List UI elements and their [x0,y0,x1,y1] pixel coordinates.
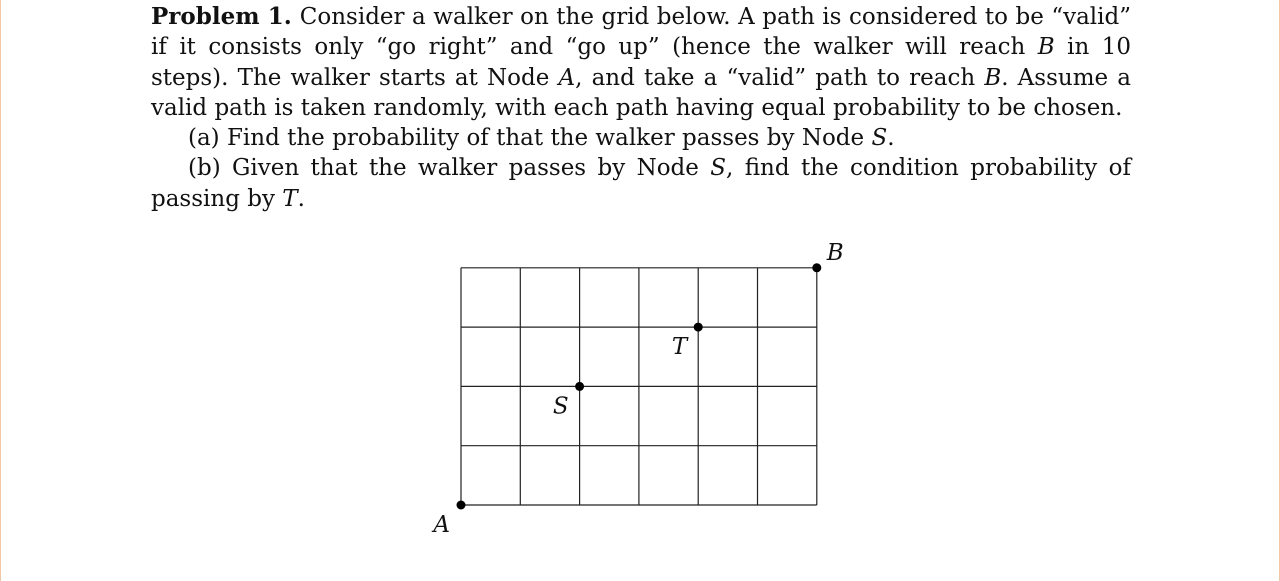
node-s-label: S [552,393,569,420]
grid-nodes [431,240,843,538]
part-a-text: . [887,125,895,152]
node-b-dot [812,263,821,272]
part-b-text: , find the condition probability of passing by [151,155,1131,212]
node-a-label: A [433,512,450,538]
part-b-text: . [297,185,305,212]
grid-lines [461,268,817,505]
math-symbol-b: B [1037,34,1055,61]
math-symbol-t: T [282,185,298,212]
statement-text: in 10 steps). The walker starts at Node [151,34,1131,91]
part-a-text: (a) Find the probability of that the walker passes by Node [188,125,872,152]
math-symbol-s: S [871,125,888,152]
statement-text: , and take a “valid” path to reach [575,64,985,91]
part-b-text: (b) Given that the walker passes by Node [188,155,711,182]
problem-heading: Problem 1. [151,3,292,30]
statement-text: Consider a walker on the grid below. A path is considered to be “valid” if it consists only “go right” and “go up” (hence the walker will reach [151,4,1131,61]
math-symbol-b: B [984,64,1002,91]
math-symbol-a: A [558,64,576,91]
node-b-label: B [826,239,844,266]
node-t-dot [694,323,703,332]
math-symbol-s: S [710,155,727,182]
node-t-label: T [671,334,688,361]
statement-text: . Assume a valid path is taken randomly, with each path having equal probability to be chosen. [151,64,1131,121]
node-a-dot [457,501,466,510]
node-s-dot [575,382,584,391]
